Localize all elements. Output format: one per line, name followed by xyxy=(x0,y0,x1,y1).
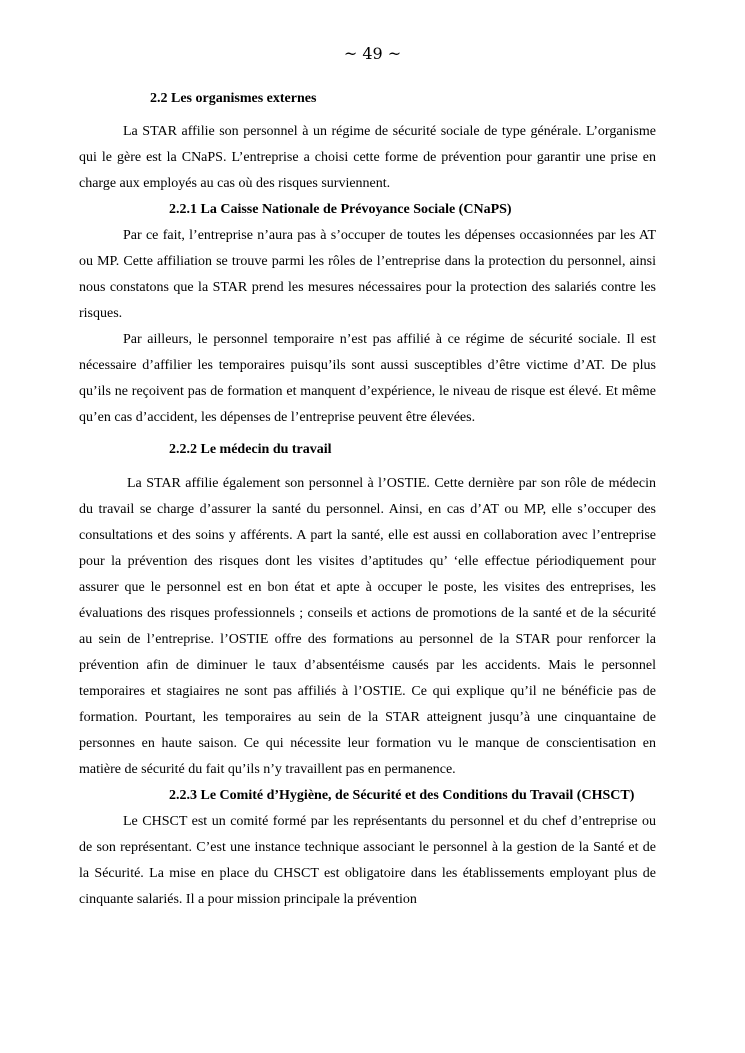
section-heading-2-2-1: 2.2.1 La Caisse Nationale de Prévoyance Sociale (CNaPS) xyxy=(169,202,512,217)
paragraph-2-2-1-a: Par ce fait, l’entreprise n’aura pas à s’occuper de toutes les dépenses occasionnées par les AT ou MP. Cette affiliation se trouve parmi les rôles de l’entreprise dans la protection du personnel, ainsi nous constatons que la STAR prend les mesures nécessaires pour la protection des salariés contre les risques. xyxy=(79,228,656,321)
spacer xyxy=(79,463,656,471)
section-heading-2-2: 2.2 Les organismes externes xyxy=(150,91,317,106)
paragraph-2-2-3: Le CHSCT est un comité formé par les représentants du personnel et du chef d’entreprise ou de son représentant. C’est une instance technique associant le personnel à la gestion de la Santé et de la Sécurité. La mise en place du CHSCT est obligatoire dans les établissements employant plus de cinquante salariés. Il a pour mission principale la prévention xyxy=(79,814,656,907)
page-number: ~ 49 ~ xyxy=(343,44,402,63)
page-content xyxy=(79,82,656,913)
section-heading-2-2-2: 2.2.2 Le médecin du travail xyxy=(169,442,332,457)
paragraph-2-2-intro: La STAR affilie son personnel à un régime de sécurité sociale de type générale. L’organisme qui le gère est la CNaPS. L’entreprise a choisi cette forme de prévention pour garantir une prise en charge aux employés au cas où des risques surviennent. xyxy=(79,124,656,191)
section-heading-2-2-3: 2.2.3 Le Comité d’Hygiène, de Sécurité et des Conditions du Travail (CHSCT) xyxy=(169,788,635,803)
paragraph-2-2-2: La STAR affilie également son personnel à l’OSTIE. Cette dernière par son rôle de médecin du travail se charge d’assurer la santé du personnel. Ainsi, en cas d’AT ou MP, elle s’occuper des consultations et des soins y afférents. A part la santé, elle est aussi en collaboration avec l’entreprise pour la prévention des risques dont les visites d’aptitudes qu’ ‘elle effectue périodiquement pour assurer que le personnel est en bon état et apte à occuper le poste, les visites des entreprises, les évaluations des risques professionnels ; conseils et actions de promotions de la santé et de la sécurité au sein de l’entreprise. l’OSTIE offre des formations au personnel de la STAR pour renforcer la prévention afin de diminuer le taux d’absentéisme causés par les accidents. Mais le personnel temporaires et stagiaires ne sont pas affiliés à l’OSTIE. Ce qui explique qu’il ne bénéficie pas de formation. Pourtant, les temporaires au sein de la STAR atteignent jusqu’à une cinquantaine de personnes en haute saison. Ce qui nécessite leur formation vu le manque de conscientisation en matière de sécurité du fait qu’ils n’y travaillent pas en permanence. xyxy=(79,476,656,777)
paragraph-2-2-1-b: Par ailleurs, le personnel temporaire n’est pas affilié à ce régime de sécurité sociale. Il est nécessaire d’affilier les temporaires puisqu’ils sont aussi susceptibles d’être victime d’AT. De plus qu’ils ne reçoivent pas de formation et manquent d’expérience, le niveau de risque est élevé. Et même qu’en cas d’accident, les dépenses de l’entreprise peuvent être élevées. xyxy=(79,332,656,425)
